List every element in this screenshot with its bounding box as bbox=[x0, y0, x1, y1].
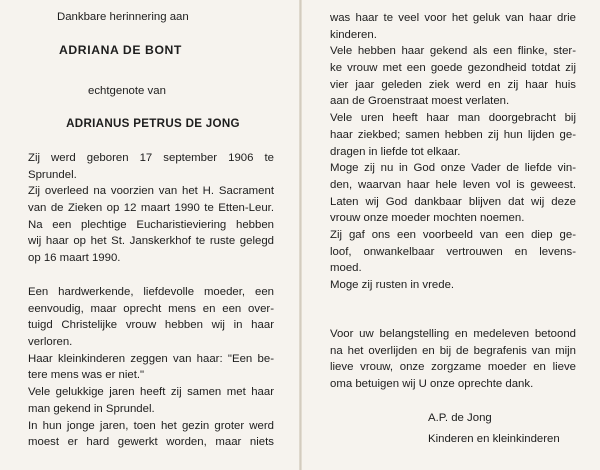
tribute-line: verloren. bbox=[28, 336, 73, 349]
tribute-line: tuigd Christelijke vrouw hebben wij in haar bbox=[28, 319, 274, 332]
card-fold bbox=[299, 0, 302, 470]
text-line: loof, onwankelbaar vertrouwen en levens- bbox=[330, 245, 576, 258]
signature-name: A.P. de Jong bbox=[428, 412, 492, 424]
bio-line: Na een plechtige Eucharistieviering hebben bbox=[28, 218, 274, 231]
bio-line: Zij overleed na voorzien van het H. Sacrament bbox=[28, 185, 274, 198]
text-line: Vele hebben haar gekend als een flinke, ster- bbox=[330, 45, 576, 58]
bio-line: op 16 maart 1990. bbox=[28, 252, 121, 265]
thanks-line: oma betuigen wij U onze oprechte dank. bbox=[330, 378, 534, 391]
text-line: Zij gaf ons een voorbeeld van een diep ge- bbox=[330, 228, 576, 241]
signature-family: Kinderen en kleinkinderen bbox=[428, 433, 560, 445]
text-line: vrouw onze moeder mochten noemen. bbox=[330, 212, 525, 225]
thanks-line: lieve vrouw, onze zorgzame moeder en lieve bbox=[330, 361, 576, 374]
tribute-line: Een hardwerkende, liefdevolle moeder, een bbox=[28, 286, 274, 298]
deceased-name: ADRIANA DE BONT bbox=[59, 43, 182, 57]
text-line: Moge zij rusten in vrede. bbox=[330, 279, 455, 291]
intro-text: Dankbare herinnering aan bbox=[57, 11, 189, 23]
tribute-line: man gekend in Sprundel. bbox=[28, 402, 155, 415]
tribute-line: moest er hard gewerkt worden, maar niets bbox=[28, 436, 274, 449]
tribute-paragraph bbox=[28, 284, 274, 451]
text-line: den, waarvan haar hele leven vol is geweest. bbox=[330, 178, 576, 191]
text-line: ke vrouw met een goede gezondheid totdat zij bbox=[330, 62, 576, 75]
right-text-paragraph bbox=[330, 10, 576, 294]
text-line: haar ziekbed; samen hebben zij hun lijden ge- bbox=[330, 128, 576, 141]
text-line: was haar te veel voor het geluk van haar drie bbox=[330, 12, 576, 24]
text-line: Laten wij God dankbaar blijven dat wij deze bbox=[330, 195, 576, 208]
text-line: Moge zij nu in God onze Vader de liefde vin- bbox=[330, 162, 576, 175]
bio-line: Zij werd geboren 17 september 1906 te bbox=[28, 152, 274, 164]
relation-text: echtgenote van bbox=[88, 85, 166, 97]
text-line: kinderen. bbox=[330, 28, 377, 41]
thanks-paragraph bbox=[330, 326, 576, 393]
text-line: Vele uren heeft haar man doorgebracht bij bbox=[330, 112, 576, 125]
bio-line: Sprundel. bbox=[28, 168, 77, 181]
tribute-line: tere mens was er niet." bbox=[28, 369, 145, 382]
bio-line: van de Zieken op 12 maart 1990 te Etten-Leur. bbox=[28, 202, 274, 215]
text-line: aan de Groenstraat moest verlaten. bbox=[330, 95, 510, 108]
tribute-line: Haar kleinkinderen zeggen van haar: "Een be- bbox=[28, 352, 274, 365]
bio-line: wij haar op het St. Janskerkhof te ruste gelegd bbox=[28, 235, 274, 248]
text-line: dragen in liefde tot elkaar. bbox=[330, 145, 461, 158]
bio-paragraph bbox=[28, 150, 274, 267]
tribute-line: Vele gelukkige jaren heeft zij samen met haar bbox=[28, 386, 274, 399]
text-line: vier jaar geleden ziek werd en zij haar huis bbox=[330, 78, 576, 91]
tribute-line: In hun jonge jaren, toen het gezin groter werd bbox=[28, 419, 274, 432]
spouse-name: ADRIANUS PETRUS DE JONG bbox=[66, 117, 240, 130]
text-line: moed. bbox=[330, 262, 362, 275]
thanks-line: Voor uw belangstelling en medeleven betoond bbox=[330, 328, 576, 340]
tribute-line: eenvoudig, maar oprecht mens en een over- bbox=[28, 302, 274, 315]
thanks-line: na het overlijden en bij de begrafenis van mijn bbox=[330, 344, 576, 357]
